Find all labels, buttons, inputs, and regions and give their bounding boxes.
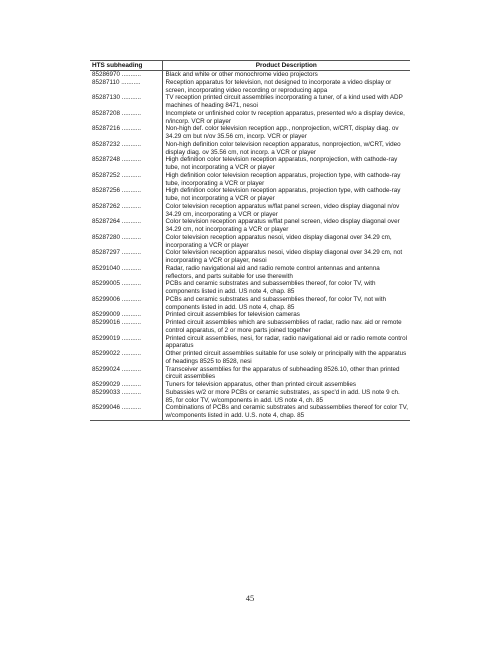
product-description: Other printed circuit assemblies suitable for use solely or principally with the apparatus of headings 8525 to 8528, nesi xyxy=(165,350,407,365)
table-row xyxy=(90,156,410,172)
product-description: Tuners for television apparatus, other than printed circuit assemblies xyxy=(165,381,357,388)
product-description: PCBs and ceramic substrates and subassemblies thereof, for color TV, with components listed in add. US note 4, chap. 85 xyxy=(165,280,376,295)
hts-code: 85299029 ........... xyxy=(90,381,162,389)
header-hts-subheading: HTS subheading xyxy=(90,61,162,71)
product-description: Non-high def. color television reception app., nonprojection, w/CRT, display diag. ov 34.29 cm but n/ov 35.56 cm, incorp. VCR or player xyxy=(165,125,399,140)
hts-code: 85299024 ........... xyxy=(90,366,162,382)
table-row xyxy=(90,335,410,351)
product-description: Printed circuit assemblies for television cameras xyxy=(165,311,300,319)
hts-code: 85287264 ........... xyxy=(90,218,162,234)
hts-code: 85299019 ........... xyxy=(90,335,162,351)
hts-code: 85291040 ........... xyxy=(90,265,162,281)
product-description: Printed circuit assemblies which are subassemblies of radar, radio nav. aid or remote control apparatus, of 2 or more parts joined together xyxy=(165,319,402,334)
table-row xyxy=(90,110,410,126)
hts-code: 85287130 ........... xyxy=(90,94,162,110)
product-description: Transceiver assemblies for the apparatus of subheading 8526.10, other than printed circuit assemblies xyxy=(165,365,400,381)
product-description: Non-high definition color television reception apparatus, nonprojection, w/CRT, video display diag. ov 35.56 cm, not incorp. a VCR or player xyxy=(165,140,401,156)
product-description: Subassies w/2 or more PCBs or ceramic substrates, as spec'd in add. US note 9 ch. 85, for color TV, w/components in add. US note 4, ch. 85 xyxy=(165,388,400,404)
table-row xyxy=(90,71,410,79)
hts-table xyxy=(90,60,410,421)
hts-code: 85287297 ........... xyxy=(90,249,162,265)
table-row xyxy=(90,350,410,366)
table-row xyxy=(90,234,410,250)
table-row xyxy=(90,389,410,405)
product-description: PCBs and ceramic substrates and subassemblies thereof, for color TV, not with components listed in add. US note 4, chap. 85 xyxy=(165,295,386,311)
table-body xyxy=(90,71,410,421)
hts-code: 85286970 ........... xyxy=(90,71,162,79)
table-row xyxy=(90,79,410,95)
table-row xyxy=(90,319,410,335)
table-row xyxy=(90,404,410,420)
product-description: Color television reception apparatus nesoi, video display diagonal over 34.29 cm, not incorporating a VCR or player, nesoi xyxy=(165,249,403,264)
hts-code: 85287256 ........... xyxy=(90,187,162,203)
table-row xyxy=(90,94,410,110)
table-row xyxy=(90,311,410,319)
product-description: Color television reception apparatus w/flat panel screen, video display diagonal over 34.29 cm, not incorporating a VCR or player xyxy=(165,218,400,233)
product-description: Black and white or other monochrome video projectors xyxy=(165,71,318,78)
hts-code: 85299005 ........... xyxy=(90,280,162,296)
hts-code: 85299006 ........... xyxy=(90,296,162,312)
hts-code: 85299009 ........... xyxy=(90,311,162,319)
product-description: High definition color television reception apparatus, projection type, with cathode-ray tube, not incorporating a VCR or player xyxy=(165,187,401,202)
hts-code: 85287110 ........... xyxy=(90,79,162,95)
product-description: TV reception printed circuit assemblies incorporating a tuner, of a kind used with ADP machines of heading 8471, nesoi xyxy=(165,94,403,109)
product-description: Reception apparatus for television, not designed to incorporate a video display or screen, incorporating video recording or reproducing appa xyxy=(165,78,392,94)
table-row xyxy=(90,203,410,219)
hts-code: 85299046 ........... xyxy=(90,404,162,420)
table-row xyxy=(90,249,410,265)
hts-code: 85287280 ........... xyxy=(90,234,162,250)
table-row xyxy=(90,172,410,188)
table-row xyxy=(90,366,410,382)
product-description: Combinations of PCBs and ceramic substrates and subassemblies thereof for color TV, w/components listed in add. U.S. note 4, chap. 85 xyxy=(162,404,410,420)
product-description: Incomplete or unfinished color tv reception apparatus, presented w/o a display device, n/incorp. VCR or player xyxy=(165,109,405,125)
hts-code: 85299016 ........... xyxy=(90,319,162,335)
hts-code: 85287262 ........... xyxy=(90,203,162,219)
header-product-description: Product Description xyxy=(162,61,410,71)
hts-code: 85299033 ........... xyxy=(90,389,162,405)
table-row xyxy=(90,125,410,141)
table-row xyxy=(90,141,410,157)
product-description: Color television reception apparatus w/flat panel screen, video display diagonal n/ov 34.29 cm, incorporating a VCR or player xyxy=(165,202,400,218)
table-header-row xyxy=(90,61,410,71)
table-row xyxy=(90,381,410,389)
page-number: 45 xyxy=(245,593,255,603)
table-row xyxy=(90,218,410,234)
table-row xyxy=(90,280,410,296)
table-row xyxy=(90,296,410,312)
table-row xyxy=(90,187,410,203)
product-description: High definition color television reception apparatus, projection type, with cathode-ray tube, incorporating a VCR or player xyxy=(165,171,401,187)
hts-code: 85287248 ........... xyxy=(90,156,162,172)
hts-code: 85287232 ........... xyxy=(90,141,162,157)
hts-code: 85299022 ........... xyxy=(90,350,162,366)
hts-code: 85287252 ........... xyxy=(90,172,162,188)
hts-code: 85287216 ........... xyxy=(90,125,162,141)
product-description: High definition color television reception apparatus, nonprojection, with cathode-ray tube, not incorporating a VCR or player xyxy=(165,156,398,171)
product-description: Printed circuit assemblies, nesi, for radar, radio navigational aid or radio remote control apparatus xyxy=(165,334,407,350)
product-description: Radar, radio navigational aid and radio remote control antennas and antenna reflectors, and parts suitable for use therewith xyxy=(165,264,380,280)
product-description: Color television reception apparatus nesoi, video display diagonal over 34.29 cm, incorporating a VCR or player xyxy=(165,233,392,249)
table-row xyxy=(90,265,410,281)
hts-code: 85287208 ........... xyxy=(90,110,162,126)
